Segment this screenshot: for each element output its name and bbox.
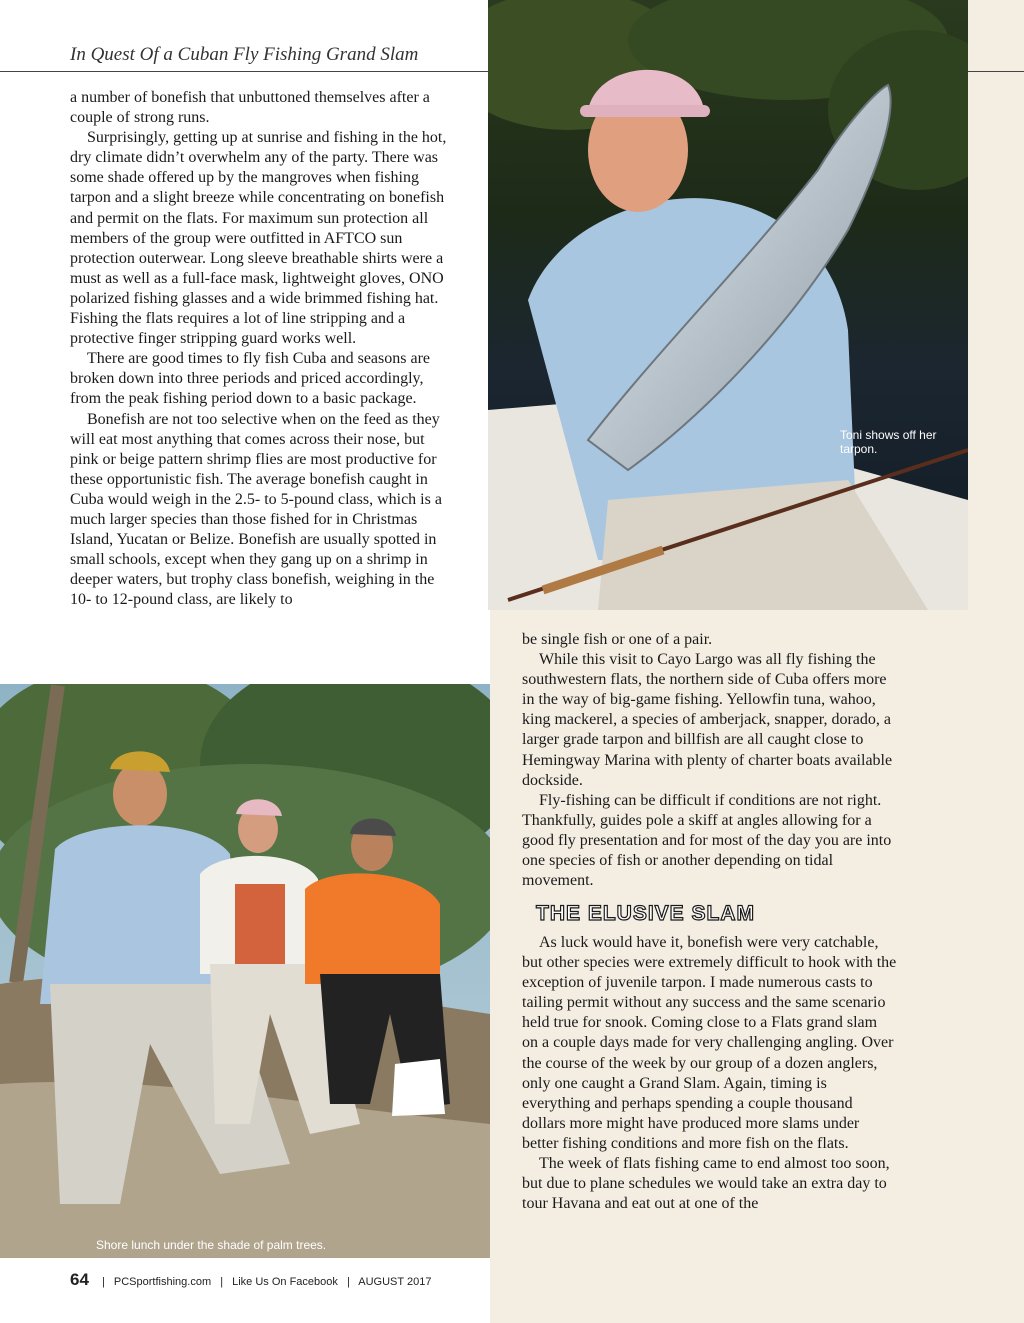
right-text-column-top (522, 630, 897, 891)
paragraph: While this visit to Cayo Largo was all fly fishing the southwestern flats, the northern side of Cuba offers more in the way of big-game fishing. Yellowfin tuna, wahoo, king mackerel, a species of amberjack, snapper, dorado, a larger grade tarpon and billfish are all caught close to Hemingway Marina with plenty of charter boats available dockside. (522, 651, 893, 789)
paragraph: be single fish or one of a pair. (522, 631, 713, 648)
footer-facebook-link[interactable]: Like Us On Facebook (232, 1276, 338, 1288)
paragraph: Fly-fishing can be difficult if conditions are not right. Thankfully, guides pole a skiff at angles allowing for a good fly presentation and for most of the day you are into one species of fish or another depending on tidal movement. (522, 791, 892, 890)
paragraph: The week of flats fishing came to end almost too soon, but due to plane schedules we would take an extra day to tour Havana and eat out at one of the (522, 1155, 890, 1213)
page-number: 64 (70, 1270, 89, 1289)
shore-lunch-caption: Shore lunch under the shade of palm trees. (96, 1238, 327, 1252)
paragraph: Bonefish are not too selective when on the feed as they will eat most anything that comes across their nose, but pink or beige pattern shrimp flies are most productive for these opportunistic fish. The average bonefish caught in Cuba would weigh in the 2.5- to 5-pound class, which is a much larger species than those fished for in Christmas Island, Yucatan or Belize. Bonefish are usually spotted in small schools, except when they gang up on a shrimp in deeper waters, but trophy class bonefish, weighing in the 10- to 12-pound class, are likely to (70, 410, 442, 609)
footer-separator: | (101, 1276, 105, 1288)
footer-website-link[interactable]: PCSportfishing.com (113, 1276, 212, 1288)
shore-lunch-photo (0, 684, 490, 1258)
page-footer (70, 1270, 431, 1290)
left-text-column (70, 88, 450, 610)
tarpon-photo-caption: Toni shows off her tarpon. (840, 428, 937, 456)
paragraph: a number of bonefish that unbuttoned themselves after a couple of strong runs. (70, 89, 430, 127)
footer-separator: | (220, 1276, 224, 1288)
paragraph: Surprisingly, getting up at sunrise and fishing in the hot, dry climate didn’t overwhelm any of the party. There was some shade offered up by the mangroves when fishing tarpon and a slight breeze while concentrating on bonefish and permit on the flats. For maximum sun protection all members of the group were outfitted in AFTCO sun protection outerwear. Long sleeve breathable shirts were a must as well as a full-face mask, lightweight gloves, ONO polarized fishing glasses and a wide brimmed fishing hat. Fishing the flats requires a lot of line stripping and a protective finger stripping guard works well. (70, 129, 447, 348)
paragraph: As luck would have it, bonefish were very catchable, but other species were extremely difficult to hook with the exception of juvenile tarpon. I made numerous casts to tailing permit without any success and the same scenario held true for snook. Coming close to a Flats grand slam on a couple days made for very challenging angling. Over the course of the week by our group of a dozen anglers, only one caught a Grand Slam. Again, timing is everything and perhaps spending a couple thousand dollars more might have produced more slams under better fishing conditions and more fish on the flats. (522, 934, 897, 1152)
right-text-column-bottom (522, 933, 897, 1214)
paragraph: There are good times to fly fish Cuba and seasons are broken down into three periods and priced accordingly, from the peak fishing period down to a basic package. (70, 350, 431, 408)
section-heading: THE ELUSIVE SLAM (536, 902, 756, 925)
article-running-title: In Quest Of a Cuban Fly Fishing Grand Slam (70, 44, 419, 65)
footer-separator: | (346, 1276, 350, 1288)
footer-issue-date: AUGUST 2017 (358, 1276, 432, 1288)
tarpon-photo (488, 0, 968, 610)
